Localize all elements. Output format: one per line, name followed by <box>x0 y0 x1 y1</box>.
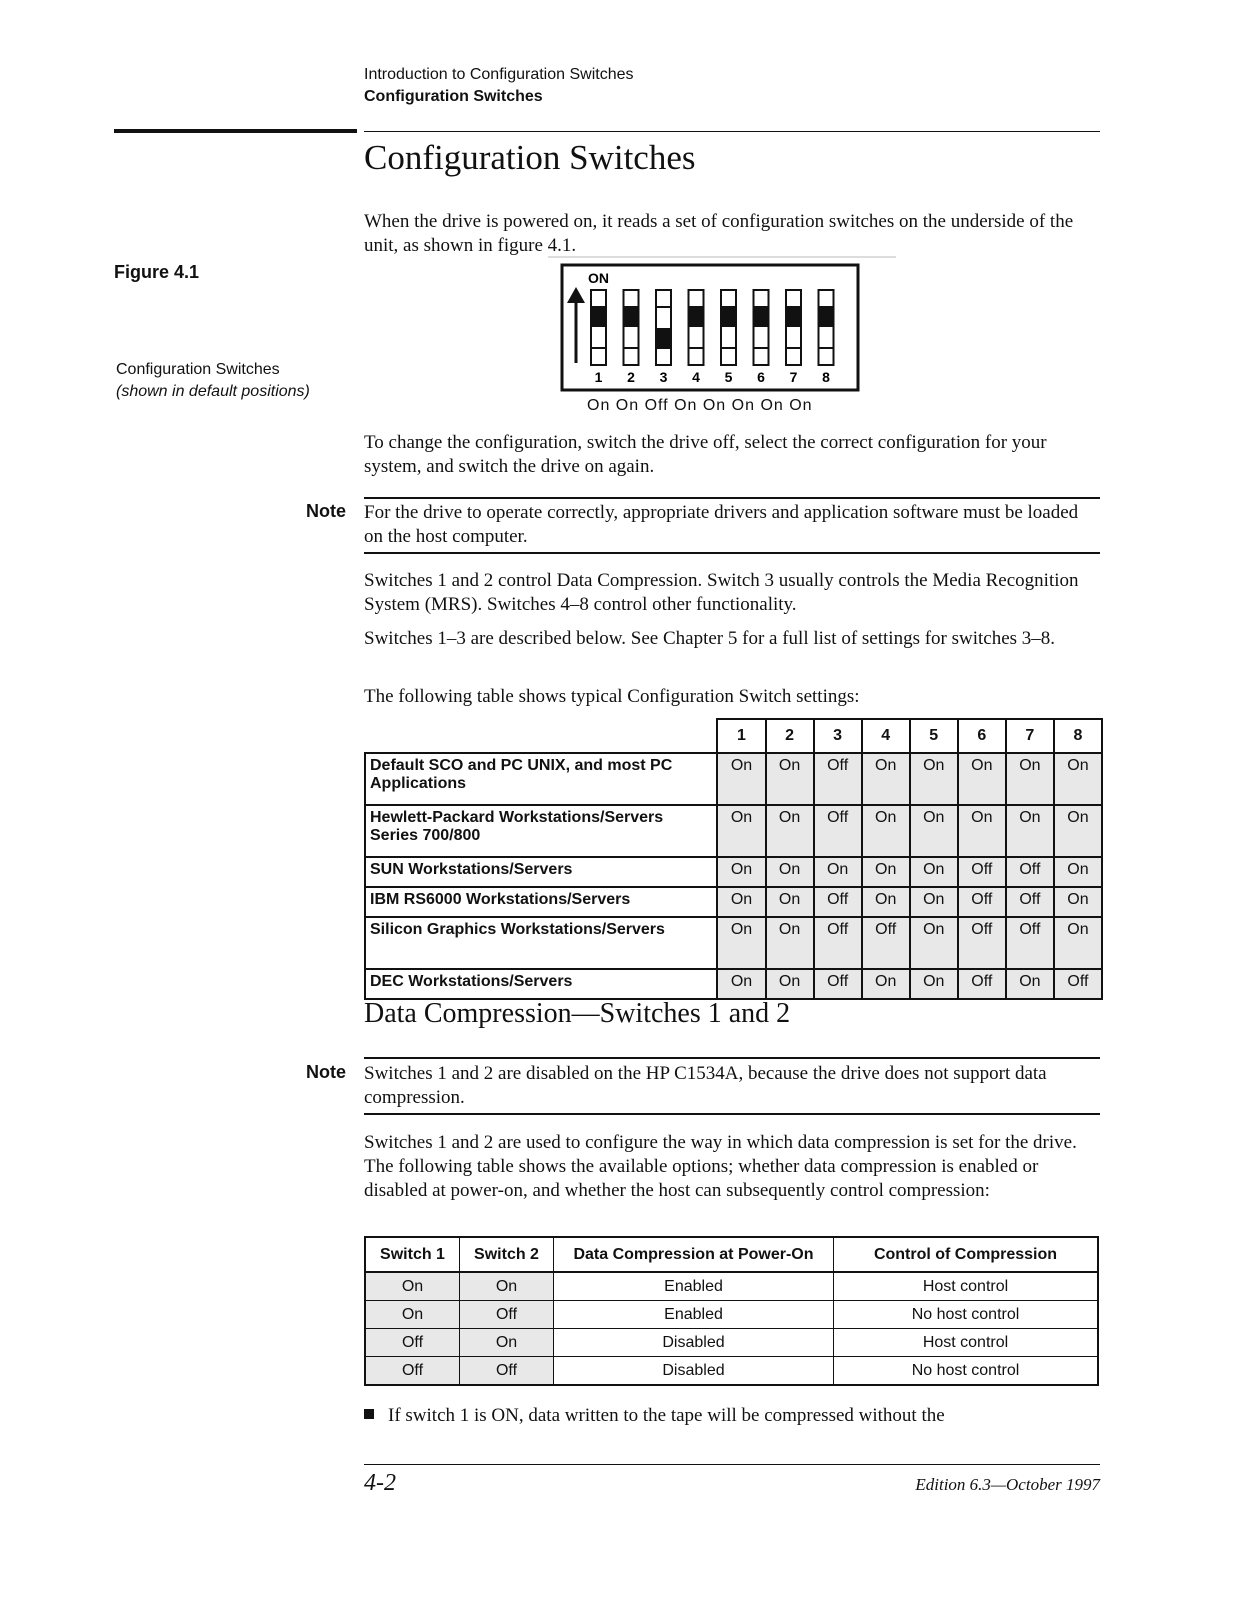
dip-switch-number: 6 <box>757 369 765 385</box>
compression-cell: Off <box>460 1357 554 1386</box>
settings-cell: On <box>1006 805 1054 857</box>
note1-text: For the drive to operate correctly, appropriate drivers and application software must be loaded on the host computer. <box>364 502 1079 547</box>
settings-table-row <box>365 969 1102 999</box>
dip-switch <box>689 290 704 365</box>
settings-cell: On <box>766 753 814 805</box>
settings-col-header: 7 <box>1006 719 1054 753</box>
settings-cell: On <box>1006 753 1054 805</box>
settings-cell: Off <box>862 917 910 969</box>
compression-cell: Host control <box>834 1329 1099 1357</box>
dip-switch <box>786 290 801 365</box>
dip-switch <box>656 290 671 365</box>
settings-cell: On <box>1054 917 1102 969</box>
compression-cell: No host control <box>834 1357 1099 1386</box>
figure-caption-note: (shown in default positions) <box>116 383 310 400</box>
settings-cell: On <box>717 753 765 805</box>
settings-cell: On <box>1054 887 1102 917</box>
compression-cell: On <box>460 1272 554 1301</box>
settings-cell: On <box>1006 969 1054 999</box>
settings-table <box>364 718 1103 1000</box>
described-paragraph: Switches 1–3 are described below. See Chapter 5 for a full list of settings for switches 3–8. <box>364 628 1056 649</box>
dip-switch-number: 2 <box>627 369 635 385</box>
dip-switch-number: 3 <box>659 369 668 385</box>
dip-switch <box>721 290 736 365</box>
settings-table-row <box>365 917 1102 969</box>
compression-cell: Enabled <box>554 1272 834 1301</box>
dip-switch <box>624 290 639 365</box>
compression-header-control: Control of Compression <box>834 1237 1099 1272</box>
settings-cell: Off <box>1006 857 1054 887</box>
settings-cell: On <box>717 857 765 887</box>
settings-cell: On <box>910 969 958 999</box>
settings-cell: On <box>862 969 910 999</box>
settings-cell: On <box>766 917 814 969</box>
settings-row-label: DEC Workstations/Servers <box>365 969 717 999</box>
dip-on-label: ON <box>588 270 609 286</box>
settings-cell: On <box>910 887 958 917</box>
settings-table-row <box>365 857 1102 887</box>
settings-col-header: 6 <box>958 719 1006 753</box>
settings-cell: Off <box>1006 917 1054 969</box>
settings-cell: Off <box>814 805 862 857</box>
compression-table-row <box>365 1357 1098 1386</box>
compression-cell: Off <box>365 1329 460 1357</box>
settings-cell: On <box>717 887 765 917</box>
settings-cell: Off <box>814 969 862 999</box>
settings-cell: On <box>717 805 765 857</box>
settings-col-header: 1 <box>717 719 765 753</box>
settings-cell: On <box>717 917 765 969</box>
settings-row-label: SUN Workstations/Servers <box>365 857 717 887</box>
change-paragraph: To change the configuration, switch the drive off, select the correct configuration for your system, and switch the drive on again. <box>364 432 1047 477</box>
settings-cell: Off <box>958 887 1006 917</box>
settings-cell: On <box>1054 753 1102 805</box>
compression-cell: Off <box>460 1301 554 1329</box>
settings-cell: On <box>766 805 814 857</box>
compression-cell: On <box>365 1301 460 1329</box>
dip-switch-number: 8 <box>822 369 830 385</box>
footer-rule <box>364 1464 1100 1465</box>
settings-col-header: 5 <box>910 719 958 753</box>
settings-cell: On <box>862 805 910 857</box>
note1-top-rule <box>364 497 1100 499</box>
note1-label: Note <box>306 501 346 521</box>
settings-table-corner <box>365 719 717 753</box>
note1-bottom-rule <box>364 552 1100 554</box>
switches-paragraph: Switches 1 and 2 control Data Compression. Switch 3 usually controls the Media Recognition System (MRS). Switches 4–8 control other functionality. <box>364 570 1079 615</box>
dip-switch <box>591 290 606 365</box>
compression-header-switch2: Switch 2 <box>460 1237 554 1272</box>
settings-cell: On <box>910 917 958 969</box>
header-rule-thin <box>364 131 1100 132</box>
table-intro-paragraph: The following table shows typical Configuration Switch settings: <box>364 686 860 707</box>
header-rule-thick <box>114 129 357 133</box>
running-header-subsection: Configuration Switches <box>364 88 543 105</box>
compression-cell: Off <box>365 1357 460 1386</box>
bullet-item <box>364 1405 945 1427</box>
settings-cell: On <box>958 805 1006 857</box>
compression-cell: Disabled <box>554 1329 834 1357</box>
settings-col-header: 4 <box>862 719 910 753</box>
compression-cell: On <box>365 1272 460 1301</box>
settings-table-row <box>365 805 1102 857</box>
settings-cell: Off <box>814 753 862 805</box>
compression-cell: Host control <box>834 1272 1099 1301</box>
settings-cell: Off <box>958 857 1006 887</box>
intro-paragraph: When the drive is powered on, it reads a set of configuration switches on the underside of the unit, as shown in figure 4.1. <box>364 211 1074 256</box>
edition-line: Edition 6.3—October 1997 <box>915 1475 1100 1494</box>
bullet-square-icon <box>364 1409 374 1419</box>
settings-cell: On <box>862 857 910 887</box>
note2-top-rule <box>364 1057 1100 1059</box>
dip-switch-number: 4 <box>692 369 700 385</box>
settings-table-row <box>365 887 1102 917</box>
settings-cell: On <box>910 805 958 857</box>
dip-switch <box>754 290 769 365</box>
figure-caption: Configuration Switches <box>116 361 280 378</box>
settings-cell: On <box>910 753 958 805</box>
settings-cell: On <box>717 969 765 999</box>
settings-cell: On <box>766 969 814 999</box>
settings-col-header: 3 <box>814 719 862 753</box>
settings-cell: Off <box>1006 887 1054 917</box>
note2-bottom-rule <box>364 1113 1100 1115</box>
section-title-data-compression: Data Compression—Switches 1 and 2 <box>364 998 791 1029</box>
settings-cell: On <box>766 887 814 917</box>
settings-cell: On <box>958 753 1006 805</box>
settings-cell: On <box>766 857 814 887</box>
figure-label: Figure 4.1 <box>114 262 200 282</box>
settings-cell: On <box>1054 857 1102 887</box>
compression-cell: Enabled <box>554 1301 834 1329</box>
settings-cell: On <box>910 857 958 887</box>
running-header-section: Introduction to Configuration Switches <box>364 66 634 83</box>
settings-cell: Off <box>1054 969 1102 999</box>
compression-paragraph: Switches 1 and 2 are used to configure the way in which data compression is set for the drive. The following table shows the available options; whether data compression is enabled or disabled at power-on, and whether the host can subsequently control compression: <box>364 1132 1077 1201</box>
settings-cell: Off <box>958 969 1006 999</box>
dip-switch-number: 5 <box>724 369 733 385</box>
settings-cell: On <box>814 857 862 887</box>
settings-cell: On <box>862 753 910 805</box>
compression-table <box>364 1236 1099 1386</box>
compression-cell: On <box>460 1329 554 1357</box>
settings-cell: Off <box>814 917 862 969</box>
dip-switch-figure <box>548 255 898 395</box>
settings-cell: Off <box>958 917 1006 969</box>
settings-cell: On <box>862 887 910 917</box>
compression-header-switch1: Switch 1 <box>365 1237 460 1272</box>
settings-row-label: Hewlett-Packard Workstations/Servers Series 700/800 <box>365 805 717 857</box>
note2-text: Switches 1 and 2 are disabled on the HP C1534A, because the drive does not support data compression. <box>364 1063 1047 1108</box>
dip-switch-number: 1 <box>594 369 603 385</box>
switch-states-line: On On Off On On On On On <box>587 397 813 414</box>
settings-cell: Off <box>814 887 862 917</box>
compression-table-row <box>365 1272 1098 1301</box>
dip-switch <box>819 290 834 365</box>
compression-table-row <box>365 1329 1098 1357</box>
settings-table-header-row <box>365 719 1102 753</box>
dip-switch-number: 7 <box>789 369 798 385</box>
settings-row-label: IBM RS6000 Workstations/Servers <box>365 887 717 917</box>
compression-cell: Disabled <box>554 1357 834 1386</box>
settings-table-row <box>365 753 1102 805</box>
settings-row-label: Silicon Graphics Workstations/Servers <box>365 917 717 969</box>
settings-col-header: 8 <box>1054 719 1102 753</box>
page-number: 4-2 <box>364 1470 396 1496</box>
settings-col-header: 2 <box>766 719 814 753</box>
settings-row-label: Default SCO and PC UNIX, and most PC Applications <box>365 753 717 805</box>
bullet-text: If switch 1 is ON, data written to the tape will be compressed without the <box>388 1405 945 1426</box>
settings-cell: On <box>1054 805 1102 857</box>
compression-header-power-on: Data Compression at Power-On <box>554 1237 834 1272</box>
compression-cell: No host control <box>834 1301 1099 1329</box>
compression-table-row <box>365 1301 1098 1329</box>
note2-label: Note <box>306 1062 346 1082</box>
compression-table-header-row <box>365 1237 1098 1272</box>
page-title: Configuration Switches <box>364 138 696 177</box>
